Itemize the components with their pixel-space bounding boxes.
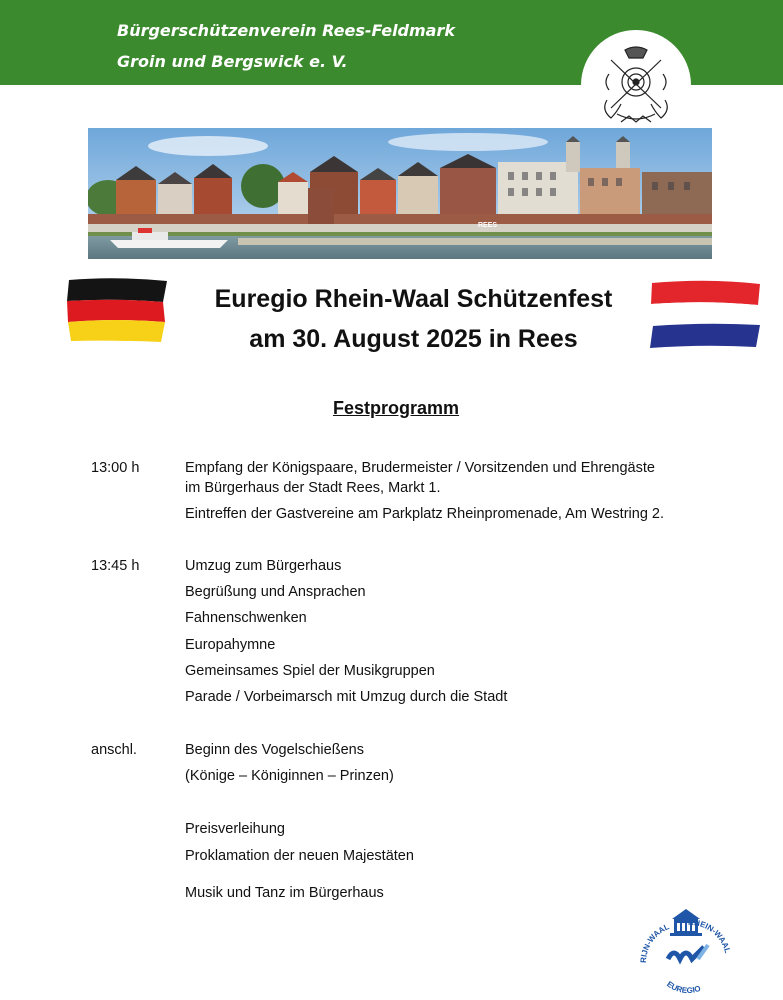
euregio-rhein-waal-logo-icon	[636, 905, 736, 995]
program-line: (Könige – Königinnen – Prinzen)	[185, 768, 394, 784]
club-name-line2: Groin und Bergswick e. V.	[117, 52, 348, 71]
seal-text-left: RIJN-WAAL	[638, 922, 671, 964]
block-time: anschl.	[91, 742, 137, 758]
program-line: Parade / Vorbeimarsch mit Umzug durch die Stadt	[185, 689, 508, 705]
seal-text-top: RHEIN-WAAL	[687, 917, 733, 955]
club-name-line1: Bürgerschützenverein Rees-Feldmark	[117, 21, 455, 40]
program-line: Begrüßung und Ansprachen	[185, 584, 366, 600]
svg-text:RHEIN-WAAL	[688, 918, 732, 954]
program-line: Proklamation der neuen Majestäten	[185, 848, 414, 864]
rees-riverside-photo	[88, 128, 712, 259]
program-line: im Bürgerhaus der Stadt Rees, Markt 1.	[185, 480, 441, 496]
program-line: Gemeinsames Spiel der Musikgruppen	[185, 663, 435, 679]
block-time: 13:45 h	[91, 558, 140, 574]
program-heading: Festprogramm	[333, 398, 460, 418]
seal-text-bottom: EUREGIO	[665, 979, 702, 995]
photo-sign-text: REES	[478, 222, 498, 229]
program-line: Eintreffen der Gastvereine am Parkplatz Rheinpromenade, Am Westring 2.	[185, 506, 665, 522]
svg-text:RIJN-WAAL	[639, 922, 671, 963]
svg-text:EUREGIO	[665, 980, 702, 995]
program-line: Fahnenschwenken	[185, 610, 307, 626]
block-time: 13:00 h	[91, 460, 140, 476]
program-line: Musik und Tanz im Bürgerhaus	[185, 885, 384, 901]
program-line: Empfang der Königspaare, Brudermeister / Vorsitzenden und Ehrengäste	[185, 460, 655, 476]
program-line: Beginn des Vogelschießens	[185, 742, 364, 758]
title-line1: Euregio Rhein-Waal Schützenfest	[214, 285, 613, 313]
club-shooting-emblem-icon	[581, 30, 691, 140]
program-line: Europahymne	[185, 637, 276, 653]
program-line: Preisverleihung	[185, 821, 285, 837]
title-line2: am 30. August 2025 in Rees	[249, 325, 578, 353]
program-line: Umzug zum Bürgerhaus	[185, 558, 342, 574]
